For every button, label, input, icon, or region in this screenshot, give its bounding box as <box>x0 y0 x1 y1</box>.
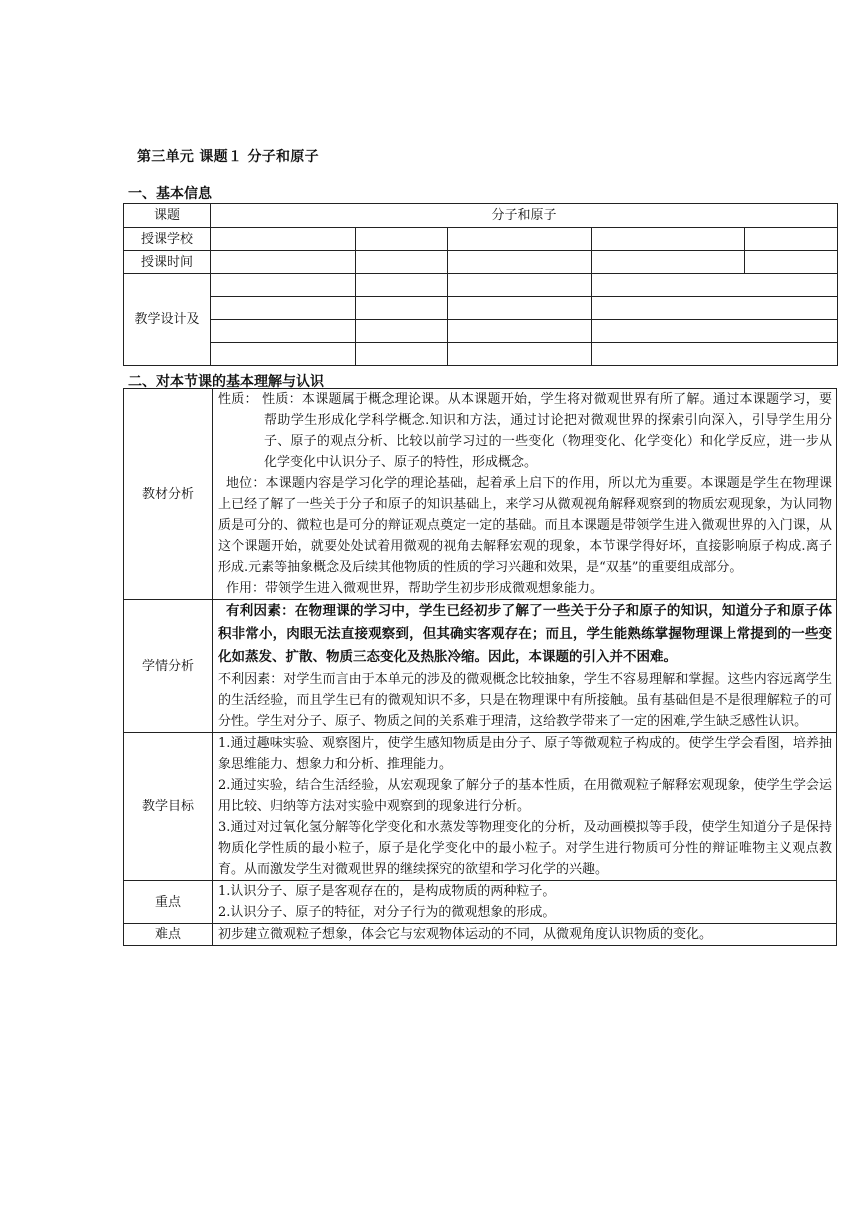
empty-cell <box>356 320 448 343</box>
topic-value: 分子和原子 <box>211 204 838 228</box>
table-row <box>124 228 838 251</box>
empty-cell <box>211 320 356 343</box>
section-heading-basic-info: 一、基本信息 <box>128 186 212 202</box>
empty-cell <box>448 343 592 366</box>
empty-cell <box>745 228 838 251</box>
empty-cell <box>448 297 592 320</box>
key-points-label: 重点 <box>124 881 213 924</box>
table-row <box>124 733 837 881</box>
key-point-item: 1.认识分子、原子是客观存在的，是构成物质的两种粒子。 <box>218 884 556 899</box>
basic-info-table <box>123 203 838 366</box>
teaching-goals-body <box>213 733 837 881</box>
empty-cell <box>356 297 448 320</box>
student-unfavorable: 不利因素：对学生而言由于本单元的涉及的微观概念比较抽象，学生不容易理解和掌握。这些内容远离学生的生活经验，而且学生已有的微观知识不多，只是在物理课中有所接触。虽有基础但是不是很理解粒子的可分性。学生对分子、原子、物质之间的关系难于理清，这给教学带来了一定的困难,学生缺乏感性认识。 <box>218 672 832 729</box>
student-favorable: 有利因素：在物理课的学习中，学生已经初步了解了一些关于分子和原子的知识，知道分子和原子体积非常小，肉眼无法直接观察到，但其确实客观存在；而且，学生能熟练掌握物理课上常提到的一些变化如蒸发、扩散、物质三态变化及热胀冷缩。因此，本课题的引入并不困难。 <box>218 603 832 665</box>
empty-cell <box>745 251 838 274</box>
empty-cell <box>211 297 356 320</box>
empty-cell <box>211 343 356 366</box>
material-position: 地位：本课题内容是学习化学的理论基础，起着承上启下的作用，所以尤为重要。本课题是学生在物理课上已经了解了一些关于分子和原子的知识基础上，来学习从微观视角解释观察到的物质宏观现象，为认同物质是可分的、微粒也是可分的辩证观点奠定一定的基础。而且本课题是带领学生进入微观世界的入门课，从这个课题开始，就要处处试着用微观的视角去解释宏观的现象，本节课学得好坏，直接影响原子构成.离子形成.元素等抽象概念及后续其他物质的性质的学习兴趣和效果，是“双基”的重要组成部分。 <box>218 476 832 575</box>
empty-cell <box>356 274 448 297</box>
empty-cell <box>211 228 356 251</box>
table-row <box>124 297 838 320</box>
table-row <box>124 320 838 343</box>
empty-cell <box>448 251 592 274</box>
table-row <box>124 600 837 733</box>
table-row <box>124 204 838 228</box>
student-analysis-body <box>213 600 837 733</box>
student-analysis-label: 学情分析 <box>124 600 213 733</box>
key-point-item: 2.认识分子、原子的特征，对分子行为的微观想象的形成。 <box>218 905 556 920</box>
school-label: 授课学校 <box>124 228 211 251</box>
empty-cell <box>211 274 356 297</box>
empty-cell <box>448 228 592 251</box>
difficulty-text: 初步建立微观粒子想象，体会它与宏观物体运动的不同，从微观角度认识物质的变化。 <box>218 927 713 942</box>
material-nature: 性质： 性质：本课题属于概念理论课。从本课题开始，学生将对微观世界有所了解。通过本课题学习，要帮助学生形成化学科学概念.知识和方法，通过讨论把对微观世界的探索引向深入，引导学生用分子、原子的观点分析、比较以前学习过的一些变化（物理变化、化学变化）和化学反应，进一步从化学变化中认识分子、原子的特性，形成概念。 <box>218 392 832 470</box>
empty-cell <box>356 228 448 251</box>
document-title: 第三单元 课题１ 分子和原子 <box>137 149 319 165</box>
empty-cell <box>592 343 838 366</box>
empty-cell <box>592 228 745 251</box>
time-label: 授课时间 <box>124 251 211 274</box>
goal-item: 1.通过趣味实验、观察图片，使学生感知物质是由分子、原子等微观粒子构成的。使学生学会看图，培养抽象思维能力、想象力和分析、推理能力。 <box>218 736 832 772</box>
table-row <box>124 389 837 600</box>
design-label: 教学设计及 <box>124 274 211 366</box>
empty-cell <box>211 251 356 274</box>
table-row <box>124 924 837 946</box>
empty-cell <box>592 251 745 274</box>
material-analysis-label: 教材分析 <box>124 389 213 600</box>
empty-cell <box>356 251 448 274</box>
empty-cell <box>592 274 838 297</box>
table-row <box>124 251 838 274</box>
material-role: 作用：带领学生进入微观世界，帮助学生初步形成微观想象能力。 <box>226 581 604 596</box>
empty-cell <box>592 297 838 320</box>
empty-cell <box>592 320 838 343</box>
table-row <box>124 343 838 366</box>
topic-label: 课题 <box>124 204 211 228</box>
goal-item: 3.通过对过氧化氢分解等化学变化和水蒸发等物理变化的分析，及动画模拟等手段，使学生知道分子是保持物质化学性质的最小粒子，原子是化学变化中的最小粒子。对学生进行物质可分性的辩证唯物主义观点教育。从而激发学生对微观世界的继续探究的欲望和学习化学的兴趣。 <box>218 820 832 877</box>
difficulty-body <box>213 924 837 946</box>
key-points-body <box>213 881 837 924</box>
difficulty-label: 难点 <box>124 924 213 946</box>
understanding-table <box>123 388 837 946</box>
empty-cell <box>356 343 448 366</box>
empty-cell <box>448 274 592 297</box>
table-row <box>124 881 837 924</box>
empty-cell <box>448 320 592 343</box>
goal-item: 2.通过实验，结合生活经验，从宏观现象了解分子的基本性质，在用微观粒子解释宏观现象，使学生学会运用比较、归纳等方法对实验中观察到的现象进行分析。 <box>218 778 832 814</box>
table-row <box>124 274 838 297</box>
teaching-goals-label: 教学目标 <box>124 733 213 881</box>
section-heading-understanding: 二、对本节课的基本理解与认识 <box>128 374 324 390</box>
material-analysis-body <box>213 389 837 600</box>
